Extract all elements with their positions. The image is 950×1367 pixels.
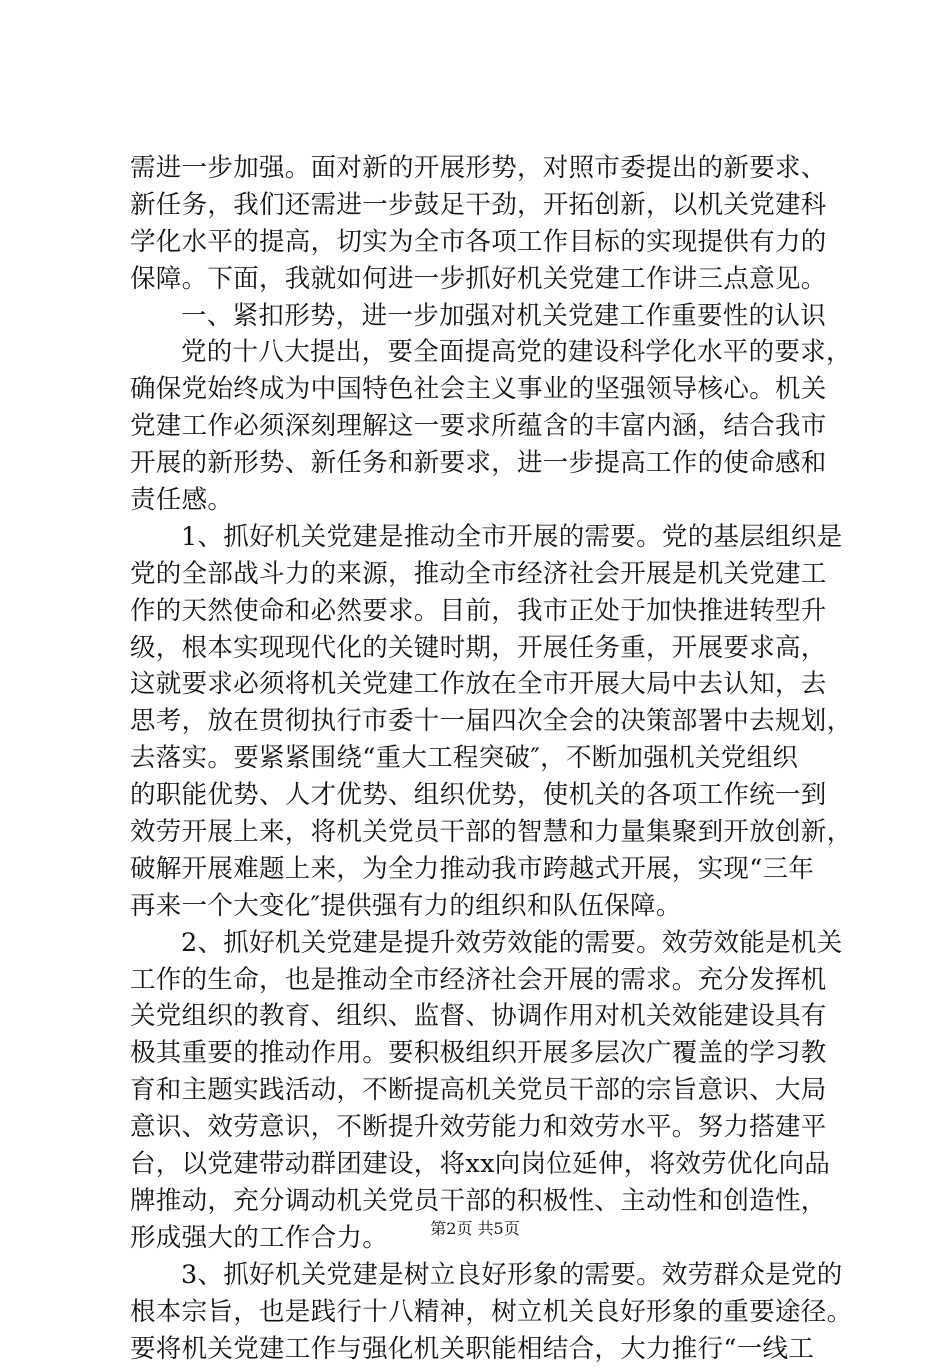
- text-line: 党建工作必须深刻理解这一要求所蕴含的丰富内涵，结合我市: [130, 408, 830, 445]
- text-line: 保障。下面，我就如何进一步抓好机关党建工作讲三点意见。: [130, 261, 830, 298]
- text-line: 1、抓好机关党建是推动全市开展的需要。党的基层组织是: [130, 519, 830, 556]
- text-line: 再来一个大变化″提供强有力的组织和队伍保障。: [130, 888, 830, 925]
- text-line: 需进一步加强。面对新的开展形势，对照市委提出的新要求、: [130, 150, 830, 187]
- text-line: 根本宗旨，也是践行十八精神，树立机关良好形象的重要途径。: [130, 1294, 830, 1331]
- text-line: 去落实。要紧紧围绕“重大工程突破″，不断加强机关党组织: [130, 740, 830, 777]
- text-line: 极其重要的推动作用。要积极组织开展多层次广覆盖的学习教: [130, 1035, 830, 1072]
- text-line: 形成强大的工作合力。: [130, 1220, 830, 1257]
- text-line: 这就要求必须将机关党建工作放在全市开展大局中去认知，去: [130, 666, 830, 703]
- text-line: 开展的新形势、新任务和新要求，进一步提高工作的使命感和: [130, 445, 830, 482]
- text-line: 牌推动，充分调动机关党员干部的积极性、主动性和创造性，: [130, 1183, 830, 1220]
- text-line: 破解开展难题上来，为全力推动我市跨越式开展，实现“三年: [130, 851, 830, 888]
- text-line: 新任务，我们还需进一步鼓足干劲，开拓创新，以机关党建科: [130, 187, 830, 224]
- text-line: 党的十八大提出，要全面提高党的建设科学化水平的要求，: [130, 334, 830, 371]
- text-line: 确保党始终成为中国特色社会主义事业的坚强领导核心。机关: [130, 371, 830, 408]
- text-line: 作的天然使命和必然要求。目前，我市正处于加快推进转型升: [130, 593, 830, 630]
- text-line: 党的全部战斗力的来源，推动全市经济社会开展是机关党建工: [130, 556, 830, 593]
- text-line: 意识、效劳意识，不断提升效劳能力和效劳水平。努力搭建平: [130, 1109, 830, 1146]
- text-line: 学化水平的提高，切实为全市各项工作目标的实现提供有力的: [130, 224, 830, 261]
- text-line: 育和主题实践活动，不断提高机关党员干部的宗旨意识、大局: [130, 1072, 830, 1109]
- section-heading: 一、紧扣形势，进一步加强对机关党建工作重要性的认识: [130, 298, 830, 335]
- text-line: 工作的生命，也是推动全市经济社会开展的需求。充分发挥机: [130, 962, 830, 999]
- text-line: 要将机关党建工作与强化机关职能相结合，大力推行“一线工: [130, 1331, 830, 1367]
- text-line: 台，以党建带动群团建设，将xx向岗位延伸，将效劳优化向品: [130, 1146, 830, 1183]
- text-line: 责任感。: [130, 482, 830, 519]
- document-body: [130, 150, 830, 1367]
- text-line: 2、抓好机关党建是提升效劳效能的需要。效劳效能是机关: [130, 925, 830, 962]
- text-line: 思考，放在贯彻执行市委十一届四次全会的决策部署中去规划，: [130, 703, 830, 740]
- page-number: 第2页 共5页: [0, 1216, 950, 1239]
- text-line: 关党组织的教育、组织、监督、协调作用对机关效能建设具有: [130, 998, 830, 1035]
- text-line: 级，根本实现现代化的关键时期，开展任务重，开展要求高，: [130, 630, 830, 667]
- text-line: 的职能优势、人才优势、组织优势，使机关的各项工作统一到: [130, 777, 830, 814]
- text-line: 3、抓好机关党建是树立良好形象的需要。效劳群众是党的: [130, 1257, 830, 1294]
- text-line: 效劳开展上来，将机关党员干部的智慧和力量集聚到开放创新，: [130, 814, 830, 851]
